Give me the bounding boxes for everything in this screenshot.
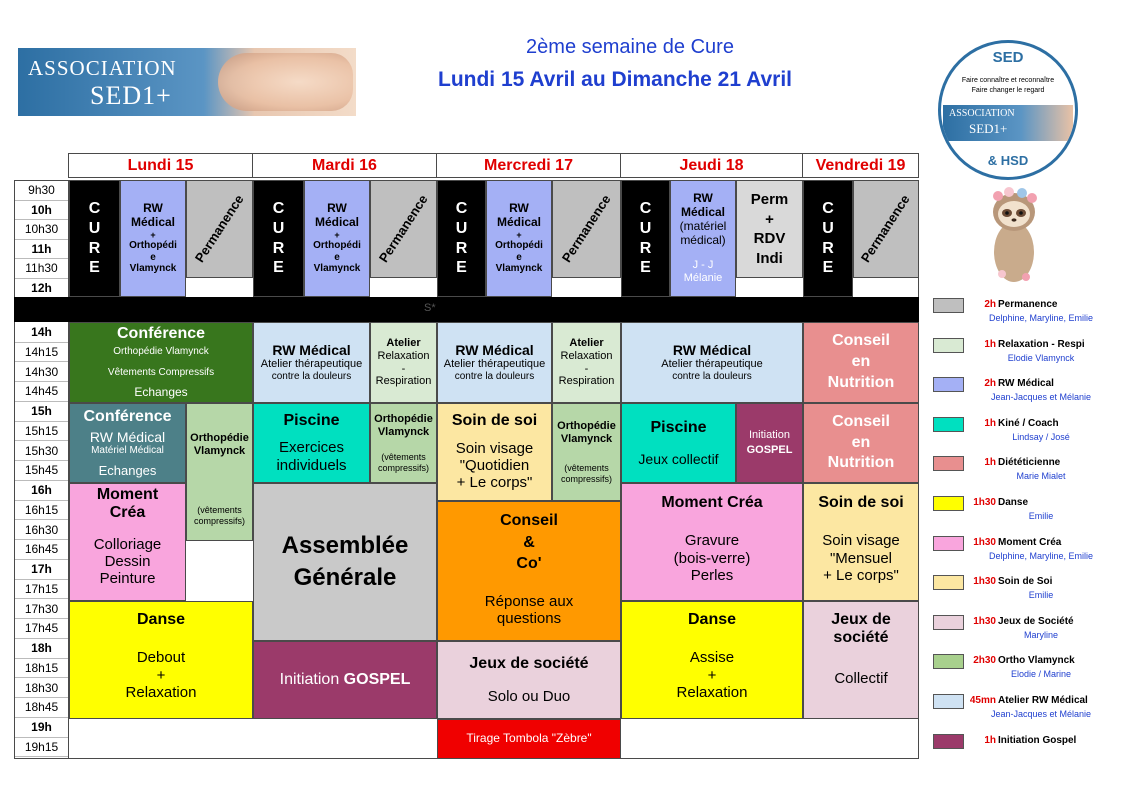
cure-block-mercredi (437, 180, 486, 297)
block-line: Relaxation (377, 349, 430, 362)
cure-block-jeudi (621, 180, 670, 297)
block-line: Vêtements Compressifs (107, 366, 215, 378)
block-title: Vlamynck (560, 432, 613, 445)
soin-de-soi-vendredi (803, 483, 919, 601)
legend-duration: 2h30 (973, 655, 996, 667)
block-title: Soin de soi (451, 412, 538, 430)
permanence-morning-mercredi (552, 180, 621, 278)
block-line: Colloriage (93, 535, 162, 553)
cure-letter: C (822, 200, 834, 218)
conference-rw-lundi (69, 403, 186, 483)
block-line: - (584, 362, 589, 375)
legend-swatch (933, 417, 964, 432)
logo-hsd-text: & HSD (987, 153, 1029, 168)
legend-swatch (933, 654, 964, 669)
block-line: contre la douleurs (454, 371, 535, 383)
time-slot-label: 19h15 (15, 738, 68, 758)
rw-line: Médical (314, 215, 359, 230)
atelier-relaxation-mercredi (552, 322, 621, 403)
legend-swatch (933, 338, 964, 353)
jeux-de-societe-mercredi (437, 641, 621, 719)
rw-names: Mélanie (683, 272, 723, 285)
permanence-label: Permanence (857, 191, 913, 265)
block-line: "Quotidien (459, 457, 530, 475)
rw-line: RW (327, 201, 347, 216)
time-slot-label: 11h (15, 240, 68, 260)
time-slot-label: 17h (15, 560, 68, 580)
title-dates: Lundi 15 Avril au Dimanche 21 Avril (438, 68, 792, 91)
legend-swatch (933, 377, 964, 392)
block-title: Danse (136, 611, 186, 628)
legend-duration: 2h (984, 299, 996, 310)
block-line: contre la douleurs (672, 371, 752, 383)
legend-label: Danse (998, 497, 1029, 508)
block-line: RW Médical (89, 428, 166, 445)
legend-names: Delphine, Maryline, Emilie (988, 313, 1094, 323)
logo-inner-banner (943, 105, 1073, 141)
block-title: Jeux de société (469, 655, 589, 673)
legend-names: Emilie (1028, 590, 1054, 601)
rw-medical-morning-jeudi (670, 180, 736, 297)
legend-label: Initiation Gospel (998, 734, 1077, 746)
rw-line: e (150, 251, 156, 263)
block-title: Vlamynck (377, 425, 430, 438)
day-header-vendredi: Vendredi 19 (802, 153, 919, 178)
time-slot-label: 16h30 (15, 521, 68, 541)
block-line: Atelier thérapeutique (443, 358, 546, 371)
block-title: Orthopédie (557, 420, 616, 433)
cure-letter: C (455, 200, 468, 218)
block-line: Echanges (98, 462, 157, 478)
cure-letter: E (640, 259, 651, 277)
rw-line: Médical (680, 205, 725, 220)
block-title: Conférence (83, 407, 172, 425)
block-title: Piscine (283, 412, 340, 430)
block-line: Assise (689, 649, 735, 667)
time-slot-label: 10h30 (15, 220, 68, 240)
legend-swatch (933, 456, 964, 471)
legend-names: Lindsay / José (1012, 431, 1070, 442)
time-column (14, 180, 69, 759)
block-title: Conseil (832, 412, 890, 430)
block-title: Conseil (832, 332, 890, 350)
block-title: Orthopédie (190, 432, 249, 444)
time-slot-label: 16h45 (15, 540, 68, 560)
permanence-rdv-jeudi (736, 180, 803, 278)
rw-line: + (516, 229, 522, 240)
cure-letter: E (456, 259, 467, 277)
time-slot-label: 14h (15, 323, 68, 343)
rw-line: Vlamynck (129, 263, 177, 275)
block-title: RW Médical (672, 342, 752, 359)
rw-line: + (150, 229, 156, 240)
block-line: Soin visage (822, 532, 900, 550)
logo-tagline1: Faire connaître et reconnaître (961, 77, 1055, 84)
logo-sed-text: SED (992, 49, 1024, 66)
legend-label: RW Médical (998, 378, 1054, 390)
cure-letter: U (455, 219, 468, 237)
block-title: Danse (687, 611, 737, 628)
tirage-tombola (437, 719, 621, 759)
block-title: Nutrition (827, 373, 895, 391)
rw-line: e (334, 251, 340, 263)
perm-line: + (765, 210, 774, 228)
legend-names: Jean-Jacques et Mélanie (990, 709, 1092, 719)
legend-duration: 1h30 (973, 536, 996, 548)
piscine-mardi (253, 403, 370, 483)
conference-ortho-lundi (69, 322, 253, 403)
cure-letter: C (272, 200, 285, 218)
rw-line: + (334, 229, 340, 240)
time-slot-label: 14h45 (15, 382, 68, 402)
logo-sed-hsd (938, 40, 1078, 180)
rw-atelier-mardi (253, 322, 370, 403)
permanence-label: Permanence (375, 191, 431, 265)
logo-inner-line2: SED1+ (969, 121, 1008, 136)
time-slot-label: 14h30 (15, 363, 68, 383)
conseil-nutrition-2 (803, 403, 919, 483)
perm-line: Indi (756, 249, 783, 267)
cure-letter: R (455, 239, 468, 257)
block-line: "Mensuel (829, 549, 893, 567)
cure-letter: E (822, 259, 834, 277)
cure-letter: U (639, 219, 652, 237)
ortho-vlamynck-lundi (186, 403, 253, 541)
legend-duration: 1h30 (973, 497, 996, 508)
cure-letter: R (639, 239, 652, 257)
block-line: Initiation (749, 429, 790, 442)
cure-letter: R (272, 239, 285, 257)
block-line: Respiration (558, 375, 615, 388)
logo-tagline2: Faire changer le regard (971, 87, 1045, 94)
block-title: Assemblée (281, 532, 409, 560)
legend-duration: 1h30 (973, 576, 996, 588)
time-slot-label: 17h30 (15, 600, 68, 620)
jeux-de-societe-vendredi (803, 601, 919, 719)
block-line: + (156, 666, 166, 684)
block-title: Vlamynck (193, 444, 246, 457)
block-line: compressifs) (377, 462, 429, 473)
danse-jeudi (621, 601, 803, 719)
rw-line: Médical (496, 215, 541, 230)
permanence-morning-mardi (370, 180, 437, 278)
legend-swatch (933, 734, 964, 749)
time-slot-label: 16h15 (15, 501, 68, 521)
block-line: Collectif (834, 669, 888, 687)
logo-hands-image (218, 53, 353, 111)
legend-label: Permanence (998, 299, 1058, 310)
block-title: Co' (516, 554, 542, 572)
rw-line: médical) (680, 232, 726, 247)
time-slot-label: 10h (15, 201, 68, 221)
block-title: Atelier (386, 337, 421, 350)
ortho-vlamynck-mardi (370, 403, 437, 483)
legend-duration: 1h30 (973, 615, 996, 627)
block-line: + Le corps" (823, 566, 899, 584)
legend-label: Kiné / Coach (998, 417, 1059, 429)
block-title: Moment Créa (661, 494, 763, 511)
block-line: Relaxation (676, 683, 748, 701)
block-title: Tirage Tombola "Zèbre" (466, 731, 592, 746)
legend-duration: 1h (984, 457, 996, 469)
cure-letter: U (822, 219, 834, 237)
block-line: Initiation (279, 670, 344, 688)
permanence-morning-lundi (186, 180, 253, 278)
block-line: (vêtements (381, 452, 426, 463)
block-title: en (851, 433, 871, 451)
cure-block-lundi (69, 180, 120, 297)
block-line: (vêtements (564, 463, 609, 474)
permanence-label: Permanence (191, 191, 247, 265)
rw-medical-morning-lundi (120, 180, 186, 297)
block-line: Respiration (375, 375, 432, 388)
cure-letter: R (88, 239, 101, 257)
time-slot-label: 18h45 (15, 698, 68, 718)
rw-line: e (516, 251, 522, 263)
legend-names: Marie Mialet (1016, 471, 1066, 482)
block-line: + (707, 666, 717, 684)
time-slot-label: 17h15 (15, 580, 68, 600)
block-line: Relaxation (560, 349, 613, 362)
block-title: Atelier (569, 337, 604, 350)
rw-line: RW (693, 191, 713, 206)
rw-line: RW (143, 201, 163, 216)
time-slot-label: 11h30 (15, 259, 68, 279)
block-title: Soin de soi (818, 494, 904, 511)
legend-swatch (933, 298, 964, 313)
block-title: Générale (293, 564, 397, 591)
time-slot-label: 15h45 (15, 461, 68, 481)
cure-block-vendredi (803, 180, 853, 297)
legend-swatch (933, 496, 964, 511)
block-line: Relaxation (125, 683, 197, 701)
moment-crea-lundi (69, 483, 186, 601)
block-title: Moment (96, 486, 159, 503)
title-week: 2ème semaine de Cure (526, 36, 734, 58)
time-slot-label: 18h30 (15, 679, 68, 699)
day-header-mardi: Mardi 16 (252, 153, 437, 178)
block-line: Atelier thérapeutique (260, 358, 363, 371)
legend-names: Maryline (1023, 629, 1058, 640)
block-title: Conseil (500, 512, 558, 529)
legend-duration: 2h (984, 378, 996, 390)
block-title: Jeux de (831, 611, 891, 628)
initiation-gospel-jeudi (736, 403, 803, 483)
legend-names: Elodie Vlamynck (1007, 352, 1075, 363)
legend-label: Ortho Vlamynck (998, 655, 1075, 667)
cure-letter: E (273, 259, 284, 277)
block-line: questions (496, 610, 562, 628)
block-line: Soin visage (455, 439, 534, 457)
block-title: Orthopédie (374, 413, 433, 426)
conseil-et-co (437, 501, 621, 641)
block-line: Exercices (278, 439, 345, 457)
block-title: RW Médical (455, 342, 534, 359)
day-header-mercredi: Mercredi 17 (436, 153, 621, 178)
legend-label: Soin de Soi (998, 576, 1053, 588)
time-slot-label: 18h15 (15, 659, 68, 679)
permanence-label: Permanence (558, 191, 614, 265)
cure-letter: U (88, 219, 101, 237)
cure-letter: C (639, 200, 652, 218)
block-line: Matériel Médical (91, 445, 164, 457)
legend-label: Relaxation - Respi (998, 338, 1085, 350)
rw-line: Orthopédi (129, 240, 177, 252)
lunch-mark: S* (424, 302, 436, 314)
logo-association (18, 48, 356, 116)
block-line: Dessin (104, 553, 151, 571)
moment-crea-jeudi (621, 483, 803, 601)
block-line: Perles (690, 566, 734, 584)
block-title: Nutrition (827, 454, 895, 472)
rw-atelier-mercredi (437, 322, 552, 403)
block-line: Orthopédie Vlamynck (113, 346, 209, 358)
legend-duration: 1h (984, 338, 996, 350)
time-slot-label: 15h15 (15, 422, 68, 442)
rw-line: Médical (130, 215, 175, 230)
block-line: compressifs) (560, 473, 612, 484)
cure-letter: C (88, 200, 101, 218)
block-line: Peinture (99, 570, 156, 588)
time-slot-label: 12h (15, 279, 68, 299)
rw-names: J - J (692, 259, 714, 272)
block-title: société (833, 629, 889, 647)
legend-duration: 1h (984, 734, 996, 746)
legend-label: Diététicienne (998, 457, 1061, 469)
rw-medical-morning-mercredi (486, 180, 552, 297)
legend-swatch (933, 575, 964, 590)
rw-line: Vlamynck (313, 263, 361, 275)
cure-block-mardi (253, 180, 304, 297)
legend-duration: 45mn (969, 695, 996, 706)
assemblee-generale (253, 483, 437, 641)
rw-line: Orthopédi (313, 240, 361, 252)
rw-line: RW (509, 201, 529, 216)
legend-names: Delphine, Maryline, Emilie (988, 550, 1094, 561)
piscine-jeudi (621, 403, 736, 483)
legend-names: Emilie (1028, 511, 1054, 521)
block-line: contre la douleurs (271, 371, 352, 383)
block-line: + Le corps" (456, 474, 533, 492)
block-line: Solo ou Duo (487, 687, 571, 705)
block-title: Créa (109, 504, 146, 522)
legend-swatch (933, 536, 964, 551)
rw-atelier-jeudi (621, 322, 803, 403)
rw-line: Orthopédi (495, 240, 543, 252)
perm-line: Perm (750, 191, 789, 208)
legend-swatch (933, 615, 964, 630)
legend-names: Jean-Jacques et Mélanie (990, 392, 1092, 403)
time-slot-label: 15h (15, 402, 68, 422)
block-title: Conférence (116, 324, 206, 342)
atelier-relaxation-mardi (370, 322, 437, 403)
rw-line: Vlamynck (495, 263, 543, 275)
block-line: Atelier thérapeutique (661, 358, 763, 371)
sloth-illustration (982, 182, 1046, 292)
initiation-gospel-mardi (253, 641, 437, 719)
block-line: Gravure (684, 532, 740, 550)
block-title: & (523, 534, 535, 552)
block-line: (vêtements (197, 505, 242, 516)
block-title: en (851, 353, 871, 371)
cure-letter: E (89, 259, 100, 277)
time-slot-label: 16h (15, 481, 68, 501)
cure-letter: U (272, 219, 285, 237)
rw-line: (matériel (679, 218, 727, 233)
time-slot-label: 9h30 (15, 181, 68, 201)
soin-de-soi-mercredi (437, 403, 552, 501)
block-title: RW Médical (272, 342, 351, 359)
block-title: GOSPEL (343, 670, 411, 688)
block-title: GOSPEL (746, 444, 793, 456)
block-line: Réponse aux (484, 593, 574, 611)
time-slot-label: 17h45 (15, 619, 68, 639)
day-header-jeudi: Jeudi 18 (620, 153, 803, 178)
cure-letter: R (822, 239, 834, 257)
block-line: individuels (276, 456, 347, 474)
rw-medical-morning-mardi (304, 180, 370, 297)
legend-swatch (933, 694, 964, 709)
logo-line1: ASSOCIATION (28, 56, 177, 80)
legend-label: Jeux de Société (998, 615, 1074, 627)
permanence-morning-vendredi (853, 180, 919, 278)
time-slot-label: 15h30 (15, 442, 68, 462)
block-line: - (401, 362, 406, 375)
day-header-lundi: Lundi 15 (68, 153, 253, 178)
ortho-vlamynck-mercredi (552, 403, 621, 501)
time-slot-label: 19h (15, 718, 68, 738)
conseil-nutrition-1 (803, 322, 919, 403)
time-slot-label: 18h (15, 639, 68, 659)
legend-label: Moment Créa (998, 536, 1062, 548)
logo-line2: SED1+ (90, 81, 172, 110)
time-slot-label: 14h15 (15, 343, 68, 363)
block-line: Debout (136, 649, 186, 667)
block-line: (bois-verre) (673, 549, 751, 567)
block-line: compressifs) (193, 515, 245, 526)
logo-inner-line1: ASSOCIATION (949, 108, 1015, 119)
legend-names: Elodie / Marine (1010, 669, 1072, 680)
block-line: Echanges (134, 385, 188, 400)
perm-line: RDV (753, 230, 786, 247)
legend-duration: 1h (984, 417, 996, 429)
block-line: Jeux collectif (638, 451, 719, 468)
block-title: Piscine (650, 418, 707, 436)
danse-lundi (69, 601, 253, 719)
legend-label: Atelier RW Médical (998, 695, 1088, 706)
lunch-break-band (14, 297, 919, 322)
